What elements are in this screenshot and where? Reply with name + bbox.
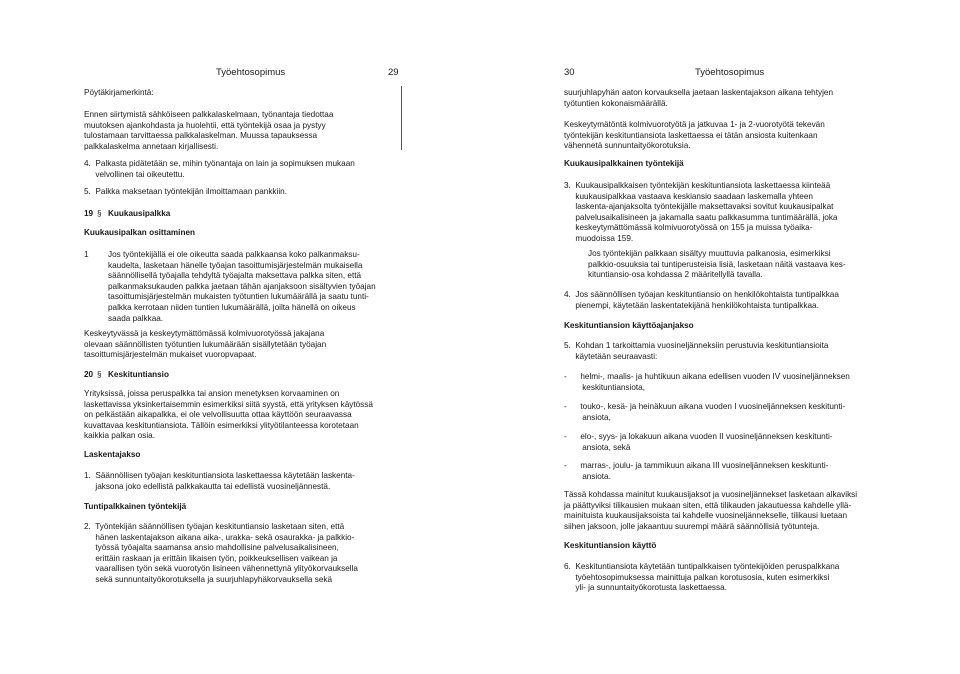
item-5: 5. Kohdan 1 tarkoittamia vuosineljänneksiin perustuvia keskituntiansioita käytetään seuraavasti:	[564, 341, 829, 361]
note-heading: Pöytäkirjamerkintä:	[84, 88, 154, 97]
subheading-kayttoajanjakso: Keskituntiansion käyttöajanjakso	[564, 321, 694, 330]
page-number: 30	[564, 67, 575, 78]
paragraph-1b-text: Keskeytyvässä ja keskeytymättömässä kolmivuorotyössä jakajana olevaan säännöllisten työtuntien lukumäärään sisällytetään työajan tasoittumisjärjestelmän mukaiset vuoropvapaat.	[84, 329, 327, 360]
page-number: 29	[388, 67, 399, 78]
section-20-paragraph: Yrityksissä, joissa peruspalkka tai ansion menetyksen korvaaminen on laskettavissa yksinkertaisemmin esimerkiksi siitä syystä, että yrityksen käytössä on pelkästään aikapalkka, ei ole velvollisuutta ottaa käyttöön seuraavassa kuvattavaa keskituntiansiota. Tällöin esimerkiksi ylityötilanteessa korotetaan kaikkia palkan osia.	[84, 389, 373, 441]
paragraph-tilikausi: Tässä kohdassa mainitut kuukausijaksot ja vuosineljännekset lasketaan alkaviksi ja päättyviksi tilikausien mukaan siten, että tilikauden jakautuessa kahdelle yllä- mainituista kuukausijaksoista tai kahdelle vuosineljännekselle, tilikausi luetaan siihen jaksoon, jolle jakaantuu suurempi määrä säännöllisiä työtunteja.	[564, 490, 858, 531]
subheading-kuukausipalkkainen: Kuukausipalkkainen työntekijä	[564, 159, 684, 168]
section-20-title: Keskituntiansio	[108, 370, 169, 379]
item-3: 3. Kuukausipalkkaisen työntekijän keskituntiansiota laskettaessa kiinteää kuukausipalkkaa vastaava keskiansio saadaan laskemalla yhteen laskenta-ajanjaksolta työntekijälle maksettavaksi sovitut kuukausipalkat palvelusaikalisineen ja jakamalla saatu palkkasumma tuntimäärällä, joka keskeytymättömässä kolmivuorotyössä on 155 ja muissa työaika- muodoissa 159.	[564, 181, 838, 243]
subheading-kaytto: Keskituntiansion käyttö	[564, 541, 657, 550]
list-item: - marras-, joulu- ja tammikuun aikana III vuosineljänneksen keskitunti- ansiota.	[564, 461, 829, 481]
section-sign-icon: §	[97, 370, 102, 379]
paragraph-1-number: 1	[84, 250, 89, 259]
page-header-title: Työehtosopimus	[216, 67, 286, 78]
note-margin-line	[401, 86, 402, 150]
item-1: 1. Säännöllisen työajan keskituntiansiota laskettaessa käytetään laskenta- jaksona joko edellistä palkkakautta tai edellistä vuosineljännestä.	[84, 471, 355, 491]
paragraph-1-text: Jos työntekijällä ei ole oikeutta saada palkkaansa koko palkanmaksu- kaudelta, lasketaan hänelle työajan tasoittumisjärjestelmän mukaisella säännöllisellä työajalla tehdyltä työajalta maksettava palkka siten, että palkanmaksukauden palkka jaetaan tähän ajanjaksoon sisältyvien työajan tasoittumisjärjestelmän mukaisten työtuntien lukumäärällä ja saatu tunti- palkka kerrotaan niiden tuntien lukumäärällä, joilta hänellä on oikeus saada palkkaa.	[108, 250, 376, 323]
paragraph-vuorotyo: Keskeytymätöntä kolmivuorotyötä ja jatkuvaa 1- ja 2-vuorotyötä tekevän työntekijän keskituntiansiota laskettaessa ei tätän ansiosta kuitenkaan vähennetä sunnuntaityökorotuksia.	[564, 120, 825, 151]
item-4: 4. Jos säännöllisen työajan keskituntiansio on henkilökohtaista tuntipalkkaa pienempi, käytetään laskentatekijänä henkilökohtaista tuntipalkkaa.	[564, 290, 839, 310]
list-item: - elo-, syys- ja lokakuun aikana vuoden II vuosineljänneksen keskitunti- ansiota, sekä	[564, 432, 833, 452]
page-header-title: Työehtosopimus	[695, 67, 765, 78]
item-6: 6. Keskituntiansiota käytetään tuntipalkkaisen työntekijöiden peruspalkkana työehtosopimuksessa mainittuja palkan korotusosia, kuten esimerkiksi yli- ja sunnuntaityökorotusta laskettaessa.	[564, 562, 840, 593]
item-2: 2. Työntekijän säännöllisen työajan keskituntiansio lasketaan siten, että hänen laskentajakson aikana aika-, urakka- sekä osaurakka- ja palkkio- työssä työajalta saamansa ansio mahdollisine palvelusaikalisineen, erittäin raskaan ja erittäin likaisen työn, poikkeuksellisen vaikean ja vaarallisen työn sekä vuorotyön lisineen vähennettynä ylityökorvauksella sekä sunnuntaityökorotuksella ja suurjuhlapyhäkorvauksella sekä	[84, 522, 358, 584]
section-19-number: 19	[84, 209, 94, 218]
subheading-laskentajakso: Laskentajakso	[84, 450, 141, 459]
note-text: Ennen siirtymistä sähköiseen palkkalaskelmaan, työnantaja tiedottaa muutoksen ajankohdasta ja huolehtii, että työntekijä osaa ja pystyy tulostamaan tarvittaessa palkkalaskelman. Muussa tapauksessa palkkalaskelma annetaan kirjallisesti.	[84, 110, 334, 151]
item-5: 5. Palkka maksetaan työntekijän ilmoittamaan pankkiin.	[84, 187, 287, 196]
subheading-kuukausipalkan-osittaminen: Kuukausipalkan osittaminen	[84, 228, 196, 237]
continued-paragraph: suurjuhlapyhän aaton korvauksella jaetaan laskentajakson aikana tehtyjen työtuntien kokonaismäärällä.	[564, 88, 834, 108]
section-19-title: Kuukausipalkka	[108, 209, 171, 218]
list-item: - helmi-, maalis- ja huhtikuun aikana edellisen vuoden IV vuosineljänneksen keskituntiansiota,	[564, 372, 850, 392]
list-item: - touko-, kesä- ja heinäkuun aikana vuoden I vuosineljänneksen keskitunti- ansiota,	[564, 402, 846, 422]
right-page	[480, 0, 960, 674]
section-sign-icon: §	[97, 209, 102, 218]
item-4: 4. Palkasta pidätetään se, mihin työnantaja on lain ja sopimuksen mukaan velvollinen tai oikeutettu.	[84, 159, 355, 179]
section-20-number: 20	[84, 370, 94, 379]
subheading-tuntipalkkainen: Tuntipalkkainen työntekijä	[84, 502, 187, 511]
paragraph-3b: Jos työntekijän palkkaan sisältyy muuttuvia palkanosia, esimerkiksi palkkio-osuuksia tai tuntiperusteisia lisiä, lasketaan näitä vastaava kes- kituntiansio-osa kohdassa 2 määritellyllä tavalla.	[588, 249, 846, 280]
